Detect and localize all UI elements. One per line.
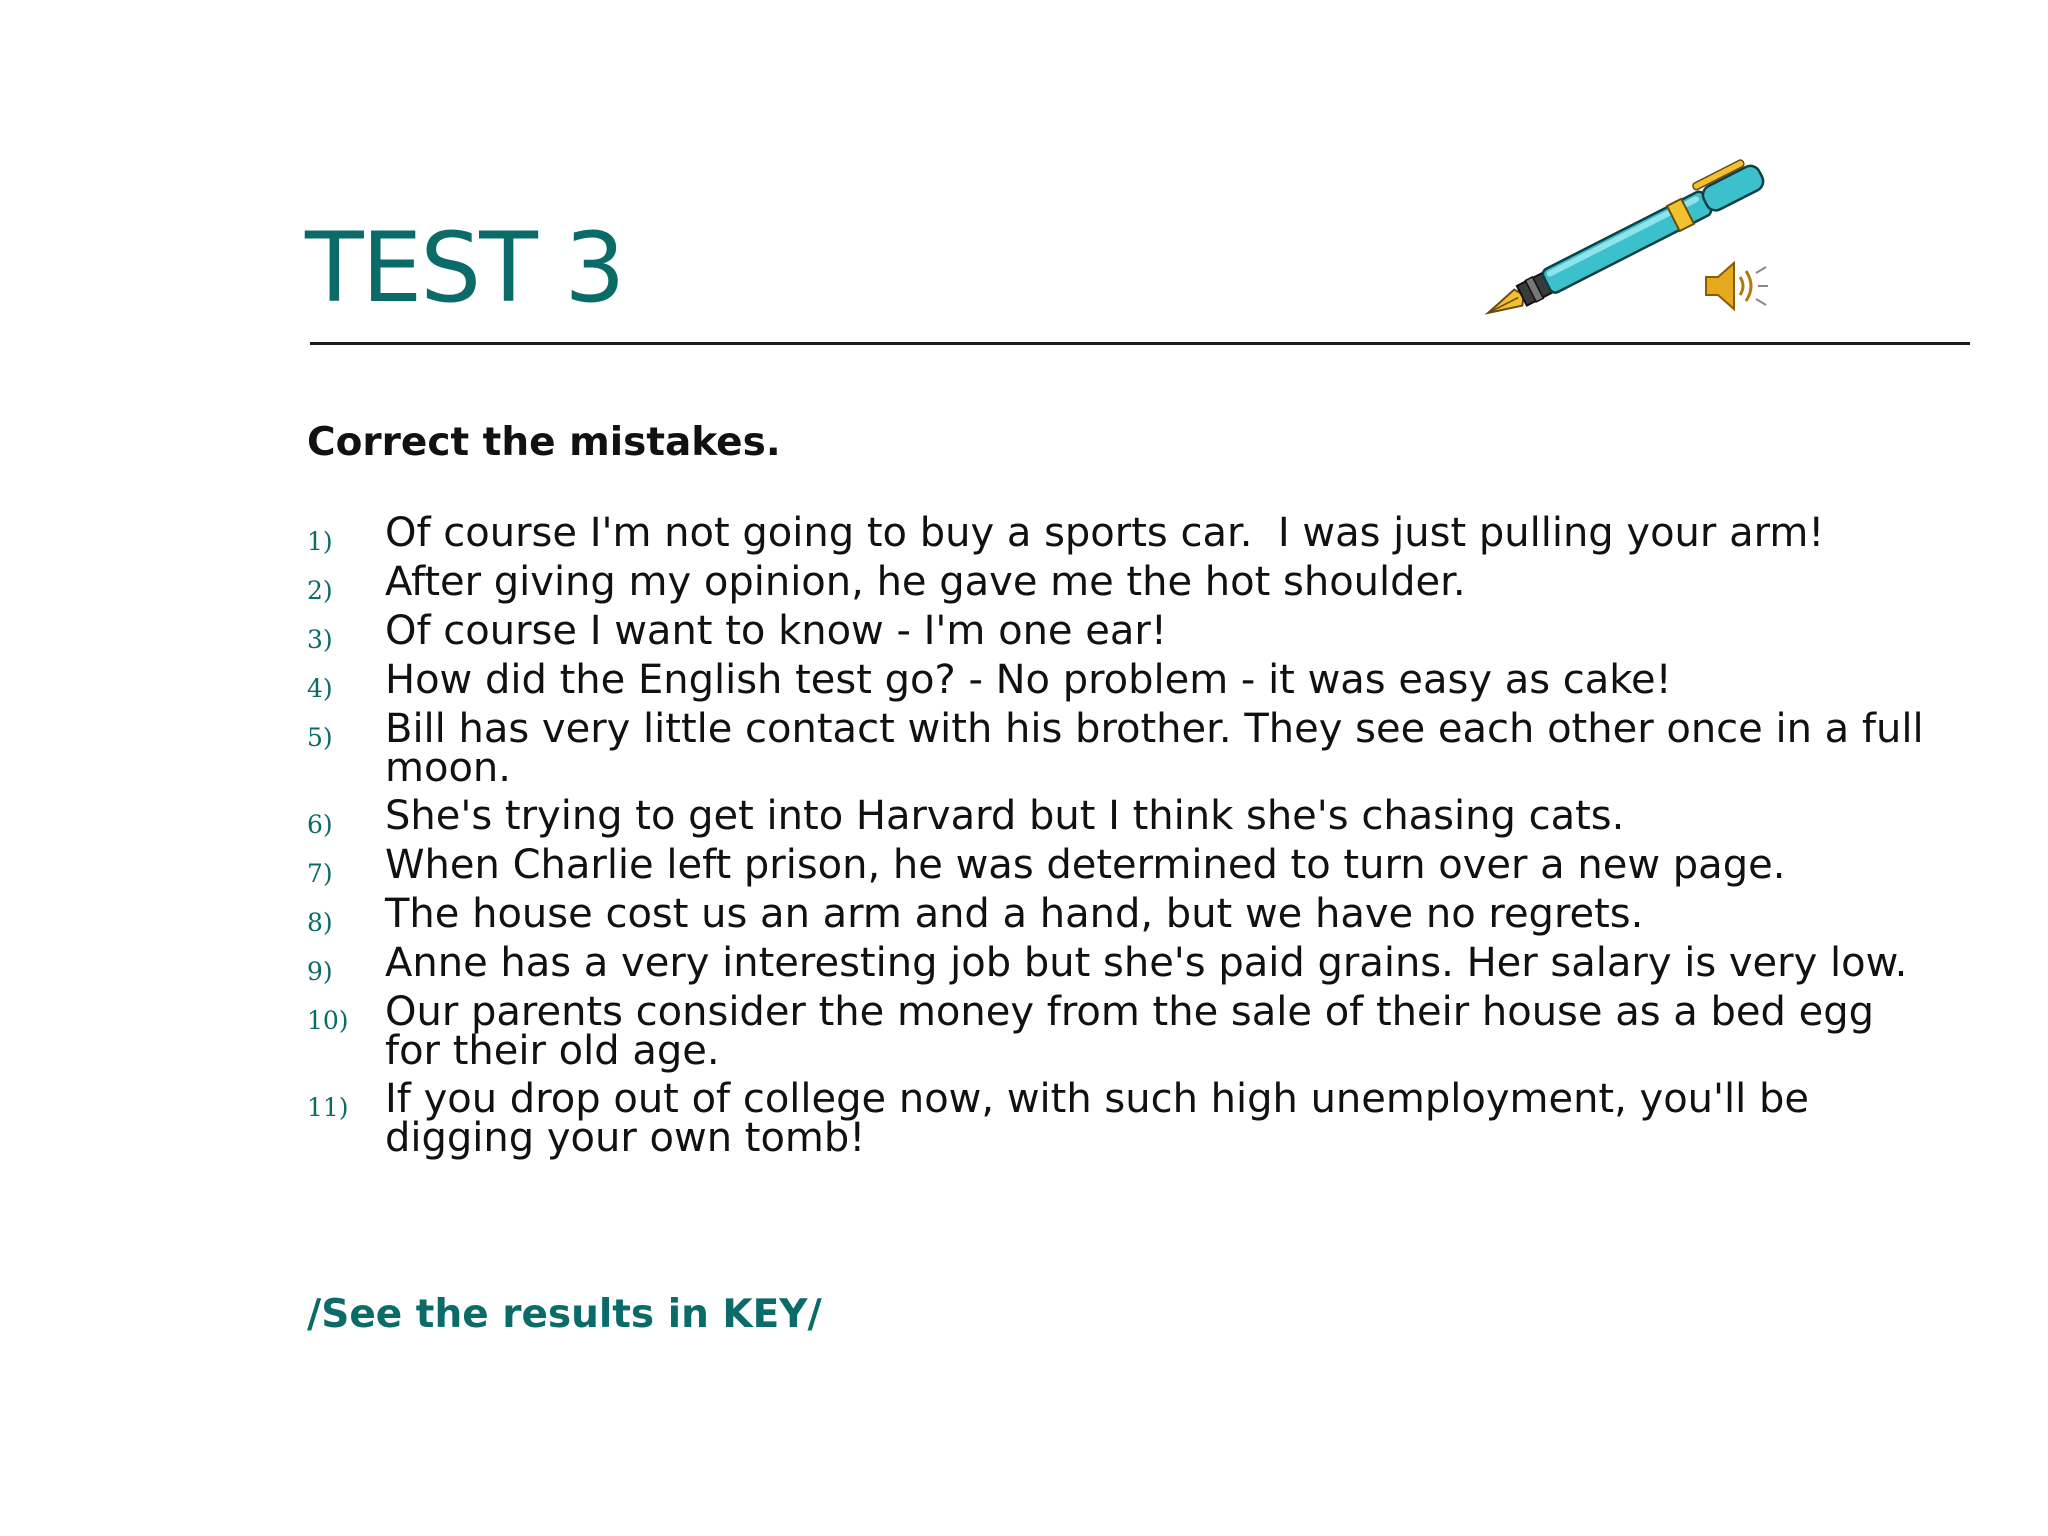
instruction-text: Correct the mistakes.	[307, 420, 781, 465]
question-list	[307, 510, 1937, 1167]
list-item-number: 6)	[307, 810, 333, 839]
list-item-number: 10)	[307, 1006, 349, 1035]
list-item	[307, 842, 1937, 888]
list-item	[307, 940, 1937, 986]
list-item-number: 9)	[307, 957, 333, 986]
list-item	[307, 793, 1937, 839]
list-item-text: Of course I want to know - I'm one ear!	[385, 608, 1167, 654]
list-item-number: 1)	[307, 527, 333, 556]
list-item	[307, 608, 1937, 654]
list-item-number: 4)	[307, 674, 333, 703]
list-item-number: 8)	[307, 908, 333, 937]
list-item	[307, 657, 1937, 703]
speaker-sound-icon[interactable]	[1700, 255, 1770, 317]
list-item-text: If you drop out of college now, with such high unemployment, you'll be digging your own tomb!	[385, 1076, 1822, 1161]
list-item	[307, 706, 1937, 791]
list-item	[307, 1076, 1937, 1161]
list-item-text: Bill has very little contact with his brother. They see each other once in a full moon.	[385, 706, 1937, 791]
title-divider	[310, 342, 1970, 345]
list-item-number: 11)	[307, 1093, 349, 1122]
list-item-text: She's trying to get into Harvard but I think she's chasing cats.	[385, 793, 1625, 839]
list-item-text: When Charlie left prison, he was determined to turn over a new page.	[385, 842, 1786, 888]
list-item-text: After giving my opinion, he gave me the hot shoulder.	[385, 559, 1466, 605]
list-item-text: Anne has a very interesting job but she's paid grains. Her salary is very low.	[385, 940, 1908, 986]
page-title: TEST 3	[305, 212, 624, 324]
list-item	[307, 510, 1937, 556]
list-item-text: Of course I'm not going to buy a sports car. I was just pulling your arm!	[385, 510, 1825, 556]
list-item-number: 5)	[307, 723, 333, 752]
list-item-number: 2)	[307, 576, 333, 605]
list-item	[307, 891, 1937, 937]
key-link[interactable]: /See the results in KEY/	[307, 1292, 822, 1337]
list-item	[307, 559, 1937, 605]
list-item-text: How did the English test go? - No problem - it was easy as cake!	[385, 657, 1672, 703]
list-item-text: Our parents consider the money from the sale of their house as a bed egg for their old age.	[385, 989, 1887, 1074]
list-item-number: 7)	[307, 859, 333, 888]
list-item-text: The house cost us an arm and a hand, but we have no regrets.	[385, 891, 1644, 937]
list-item	[307, 989, 1937, 1074]
list-item-number: 3)	[307, 625, 333, 654]
